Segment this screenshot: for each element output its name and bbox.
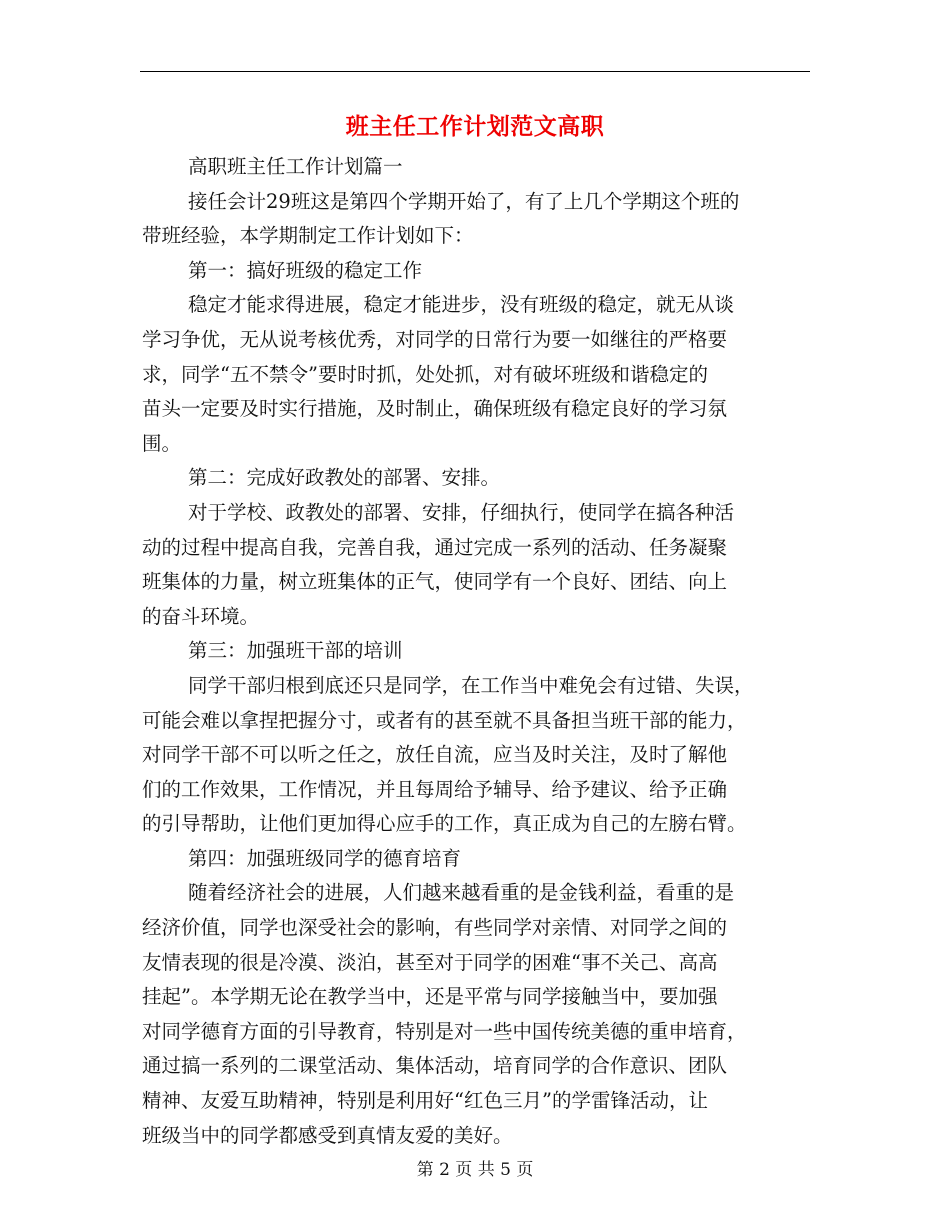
body-line: 稳定才能求得进展，稳定才能进步，没有班级的稳定，就无从谈 [188, 293, 735, 317]
page-footer: 第 2 页 共 5 页 [416, 1160, 534, 1180]
body-line: 第三：加强班干部的培训 [188, 639, 403, 663]
body-line: 通过搞一系列的二课堂活动、集体活动，培育同学的合作意识、团队 [142, 1054, 728, 1078]
body-line: 高职班主任工作计划篇一 [188, 155, 403, 178]
body-line: 对同学德育方面的引导教育，特别是对一些中国传统美德的重申培育， [142, 1019, 747, 1043]
document-title: 班主任工作计划范文高职 [345, 113, 605, 140]
header-rule [140, 71, 810, 72]
body-line: 对同学干部不可以听之任之，放任自流，应当及时关注，及时了解他 [142, 743, 728, 767]
body-line: 精神、友爱互助精神，特别是利用好“红色三月”的学雷锋活动，让 [142, 1089, 708, 1113]
body-line: 求，同学“五不禁令”要时时抓，处处抓，对有破坏班级和谐稳定的 [142, 362, 708, 386]
body-line: 学习争优，无从说考核优秀，对同学的日常行为要一如继往的严格要 [142, 327, 728, 351]
body-line: 第二：完成好政教处的部署、安排。 [188, 466, 501, 490]
body-line: 第四：加强班级同学的德育培育 [188, 846, 462, 870]
body-line: 接任会计29班这是第四个学期开始了，有了上几个学期这个班的 [188, 189, 740, 213]
body-line: 动的过程中提高自我，完善自我，通过完成一系列的活动、任务凝聚 [142, 535, 728, 559]
body-line: 挂起”。本学期无论在教学当中，还是平常与同学接触当中，要加强 [142, 985, 718, 1009]
body-line: 班集体的力量，树立班集体的正气，使同学有一个良好、团结、向上 [142, 570, 728, 594]
body-line: 友情表现的很是冷漠、淡泊，甚至对于同学的困难“事不关己、高高 [142, 950, 718, 974]
body-line: 苗头一定要及时实行措施，及时制止，确保班级有稳定良好的学习氛 [142, 397, 728, 421]
body-line: 带班经验，本学期制定工作计划如下： [142, 224, 474, 248]
body-line: 第一：搞好班级的稳定工作 [188, 258, 423, 282]
body-line: 们的工作效果，工作情况，并且每周给予辅导、给予建议、给予正确 [142, 777, 728, 801]
body-line: 班级当中的同学都感受到真情友爱的美好。 [142, 1123, 513, 1147]
body-line: 对于学校、政教处的部署、安排，仔细执行，使同学在搞各种活 [188, 500, 735, 524]
document-body [142, 150, 810, 1153]
body-line: 围。 [142, 431, 182, 455]
body-line: 同学干部归根到底还只是同学，在工作当中难免会有过错、失误， [188, 673, 754, 697]
body-line: 经济价值，同学也深受社会的影响，有些同学对亲情、对同学之间的 [142, 916, 728, 940]
body-line: 可能会难以拿捏把握分寸，或者有的甚至就不具备担当班干部的能力， [142, 708, 747, 732]
body-line: 的奋斗环境。 [142, 604, 260, 628]
body-line: 随着经济社会的进展，人们越来越看重的是金钱利益，看重的是 [188, 881, 735, 905]
body-line: 的引导帮助，让他们更加得心应手的工作，真正成为自己的左膀右臂。 [142, 812, 747, 836]
